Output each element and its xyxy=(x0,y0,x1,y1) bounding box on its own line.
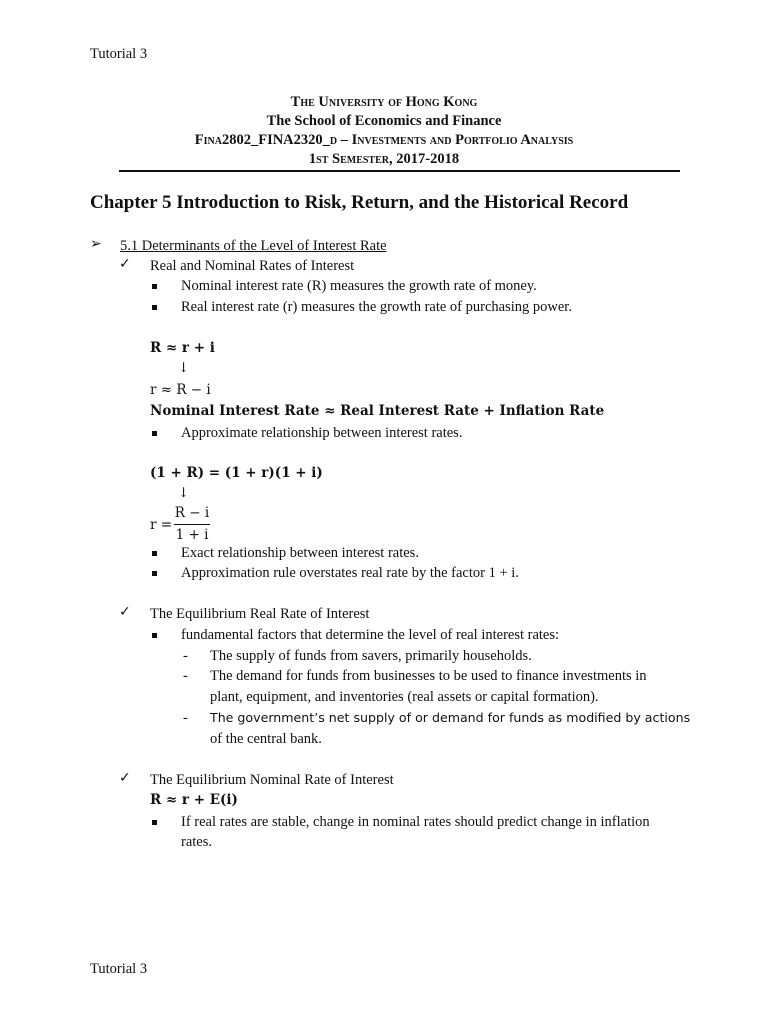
fraction-denominator: 1 + i xyxy=(175,527,209,543)
list-item: Approximation rule overstates real rate by the factor 1 + i. xyxy=(181,565,519,581)
down-arrow-icon: ↓ xyxy=(178,360,190,376)
fraction-bar xyxy=(174,524,210,525)
dash-marker: - xyxy=(183,648,188,664)
list-item: Nominal interest rate (R) measures the growth rate of money. xyxy=(181,278,537,294)
title-rule xyxy=(119,170,680,172)
subsection-title: The Equilibrium Real Rate of Interest xyxy=(150,606,370,622)
equation-nominal-approx: R ≈ r + i xyxy=(150,340,215,356)
list-item: The supply of funds from savers, primarily households. xyxy=(210,648,532,664)
square-bullet-icon xyxy=(152,305,157,310)
equation-exact: (1 + R) = (1 + r)(1 + i) xyxy=(150,465,323,481)
semester: 1st Semester, 2017-2018 xyxy=(308,151,460,167)
list-item: Approximate relationship between interest rates. xyxy=(181,425,463,441)
list-item-continuation: plant, equipment, and inventories (real assets or capital formation). xyxy=(210,689,599,705)
fraction-numerator: R − i xyxy=(174,505,210,521)
list-item: fundamental factors that determine the level of real interest rates: xyxy=(181,627,560,643)
list-item: Exact relationship between interest rates. xyxy=(181,545,419,561)
checkmark-icon: ✓ xyxy=(119,770,131,786)
list-item: If real rates are stable, change in nominal rates should predict change in inflation xyxy=(181,814,650,830)
page-footer: Tutorial 3 xyxy=(90,961,148,977)
square-bullet-icon xyxy=(152,633,157,638)
list-item-continuation: rates. xyxy=(181,834,212,850)
course-title: Fina2802_FINA2320_d – Investments and Portfolio Analysis xyxy=(194,132,574,148)
university-name: The University of Hong Kong xyxy=(290,94,478,110)
list-item: The government’s net supply of or demand for funds as modified by actions xyxy=(210,710,691,725)
list-item-continuation: of the central bank. xyxy=(210,731,322,747)
square-bullet-icon xyxy=(152,284,157,289)
equation-real-approx: r ≈ R − i xyxy=(150,382,211,398)
list-item: Real interest rate (r) measures the growth rate of purchasing power. xyxy=(181,299,572,315)
checkmark-icon: ✓ xyxy=(119,604,131,620)
subsection-title: Real and Nominal Rates of Interest xyxy=(150,258,355,274)
equation-words: Nominal Interest Rate ≈ Real Interest Rate + Inflation Rate xyxy=(150,403,605,419)
square-bullet-icon xyxy=(152,571,157,576)
section-heading: 5.1 Determinants of the Level of Interest Rate xyxy=(120,238,387,254)
school-name: The School of Economics and Finance xyxy=(266,113,502,129)
arrow-bullet-icon: ➢ xyxy=(90,237,102,252)
list-item: The demand for funds from businesses to be used to finance investments in xyxy=(210,668,647,684)
square-bullet-icon xyxy=(152,820,157,825)
page-header: Tutorial 3 xyxy=(90,46,148,62)
fraction-lhs: r = xyxy=(150,517,173,533)
chapter-title: Chapter 5 Introduction to Risk, Return, and the Historical Record xyxy=(90,192,629,213)
checkmark-icon: ✓ xyxy=(119,256,131,272)
down-arrow-icon: ↓ xyxy=(178,485,190,501)
equation-expected-inflation: R ≈ r + E(i) xyxy=(150,792,238,808)
dash-marker: - xyxy=(183,710,188,726)
subsection-title: The Equilibrium Nominal Rate of Interest xyxy=(150,772,394,788)
dash-marker: - xyxy=(183,668,188,684)
square-bullet-icon xyxy=(152,551,157,556)
square-bullet-icon xyxy=(152,431,157,436)
